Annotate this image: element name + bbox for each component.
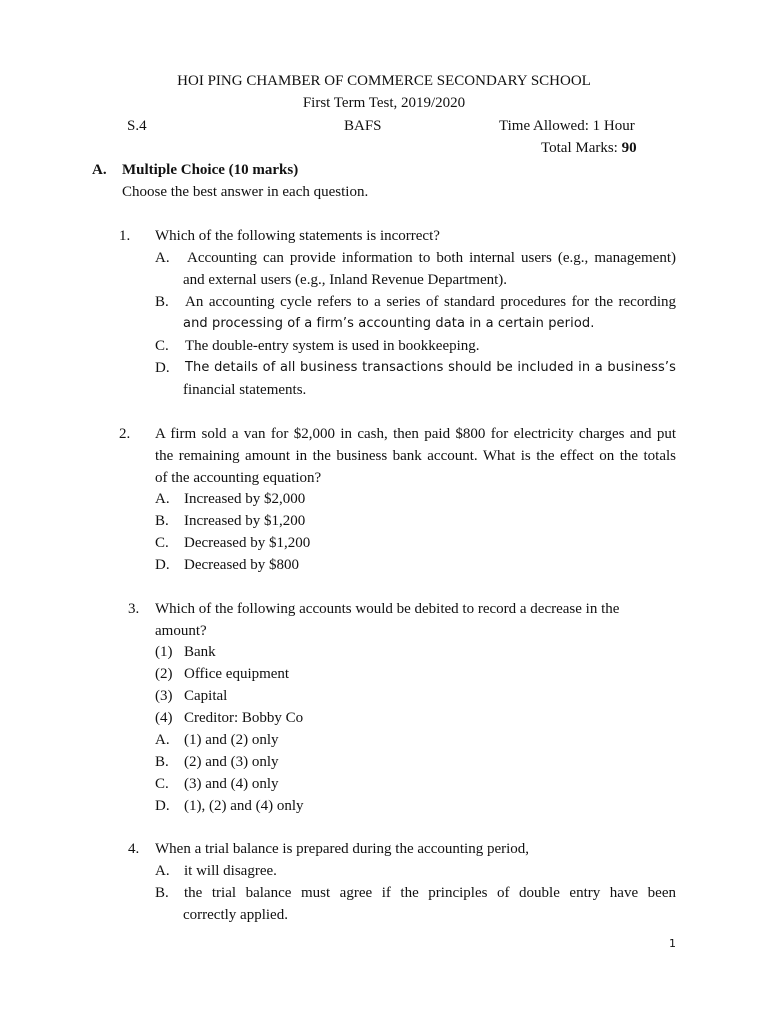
question-stem: of the accounting equation? bbox=[155, 470, 322, 486]
item-text: Bank bbox=[184, 644, 216, 660]
question-stem: the remaining amount in the business bank account. What is the effect on the totals bbox=[155, 448, 676, 464]
option-letter: B. bbox=[155, 294, 169, 310]
option-text: Accounting can provide information to both internal users (e.g., management) bbox=[187, 250, 676, 266]
option-letter: D. bbox=[155, 360, 170, 376]
option-letter: A. bbox=[155, 863, 170, 879]
time-allowed: Time Allowed: 1 Hour bbox=[499, 118, 635, 134]
option-letter: D. bbox=[155, 798, 170, 814]
option-letter: C. bbox=[155, 338, 169, 354]
question-stem: A firm sold a van for $2,000 in cash, then paid $800 for electricity charges and put bbox=[155, 426, 676, 442]
option-letter: B. bbox=[155, 754, 169, 770]
option-text: Decreased by $800 bbox=[184, 557, 299, 573]
test-title: First Term Test, 2019/2020 bbox=[302, 95, 466, 111]
question-number: 4. bbox=[128, 841, 140, 857]
option-letter: B. bbox=[155, 885, 169, 901]
option-text: and external users (e.g., Inland Revenue Department). bbox=[183, 272, 508, 288]
option-text: (2) and (3) only bbox=[184, 754, 279, 770]
option-letter: D. bbox=[155, 557, 170, 573]
item-label: (2) bbox=[155, 666, 173, 682]
item-text: Capital bbox=[184, 688, 228, 704]
form-label: S.4 bbox=[127, 118, 147, 134]
option-text: the trial balance must agree if the principles of double entry have been bbox=[184, 885, 676, 901]
option-letter: A. bbox=[155, 250, 170, 266]
subject-label: BAFS bbox=[344, 118, 382, 134]
item-label: (4) bbox=[155, 710, 173, 726]
total-marks-value: 90 bbox=[621, 140, 637, 156]
option-text: (1), (2) and (4) only bbox=[184, 798, 304, 814]
item-label: (3) bbox=[155, 688, 173, 704]
option-text: correctly applied. bbox=[183, 907, 288, 923]
option-text: (1) and (2) only bbox=[184, 732, 279, 748]
section-instruction: Choose the best answer in each question. bbox=[122, 184, 369, 200]
option-text: and processing of a firm’s accounting data in a certain period. bbox=[183, 316, 595, 331]
option-text: Increased by $2,000 bbox=[184, 491, 306, 507]
item-text: Office equipment bbox=[184, 666, 290, 682]
question-number: 3. bbox=[128, 601, 140, 617]
question-stem: Which of the following accounts would be debited to record a decrease in the bbox=[155, 601, 620, 617]
option-text: financial statements. bbox=[183, 382, 307, 398]
total-marks-label: Total Marks: bbox=[541, 140, 618, 156]
option-text: (3) and (4) only bbox=[184, 776, 279, 792]
question-number: 2. bbox=[119, 426, 131, 442]
option-text: Increased by $1,200 bbox=[184, 513, 306, 529]
section-title: Multiple Choice (10 marks) bbox=[122, 162, 299, 178]
option-letter: A. bbox=[155, 732, 170, 748]
option-letter: A. bbox=[155, 491, 170, 507]
option-text: The double-entry system is used in bookkeeping. bbox=[185, 338, 480, 354]
option-text: Decreased by $1,200 bbox=[184, 535, 311, 551]
item-label: (1) bbox=[155, 644, 173, 660]
option-text: The details of all business transactions should be included in a business’s bbox=[185, 360, 676, 375]
option-letter: C. bbox=[155, 776, 169, 792]
school-name: HOI PING CHAMBER OF COMMERCE SECONDARY SCHOOL bbox=[177, 73, 591, 89]
question-stem: amount? bbox=[155, 623, 207, 639]
page-number: 1 bbox=[669, 937, 676, 950]
question-stem: Which of the following statements is incorrect? bbox=[155, 228, 440, 244]
section-letter: A. bbox=[92, 162, 107, 178]
total-marks bbox=[541, 137, 637, 159]
option-text: An accounting cycle refers to a series of standard procedures for the recording bbox=[185, 294, 676, 310]
item-text: Creditor: Bobby Co bbox=[184, 710, 304, 726]
option-letter: B. bbox=[155, 513, 169, 529]
option-letter: C. bbox=[155, 535, 169, 551]
option-text: it will disagree. bbox=[184, 863, 277, 879]
question-number: 1. bbox=[119, 228, 131, 244]
question-stem: When a trial balance is prepared during the accounting period, bbox=[155, 841, 530, 857]
